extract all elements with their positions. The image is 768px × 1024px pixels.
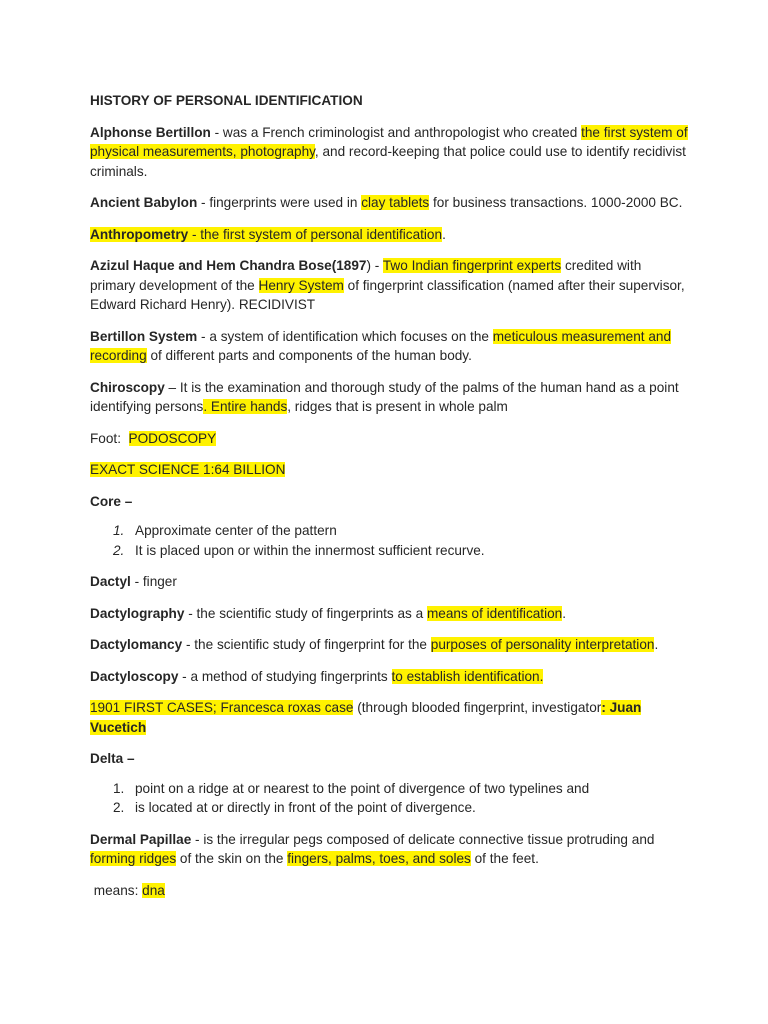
entry-dermal-papillae: Dermal Papillae - is the irregular pegs composed of delicate connective tissue protruding and forming ridges of the skin on the fingers, palms, toes, and soles of the feet. xyxy=(90,831,655,866)
highlight: Anthropometry - the first system of personal identification xyxy=(90,226,443,242)
highlight: forming ridges xyxy=(90,851,177,866)
highlight: Two Indian fingerprint experts xyxy=(382,258,562,273)
term: Dactyloscopy xyxy=(90,668,179,684)
term: Azizul Haque and Hem Chandra Bose(1897 xyxy=(90,258,367,273)
entry-ancient-babylon: Ancient Babylon - fingerprints were used in clay tablets for business transactions. 1000-2000 BC. xyxy=(90,195,683,210)
entry-dactyl: Dactyl - finger xyxy=(90,574,177,589)
term: Bertillon System xyxy=(90,328,198,344)
entry-bertillon-system: Bertillon System - a system of identification which focuses on the meticulous measurement and recording of different parts and components of the human body. xyxy=(90,328,672,363)
term: Ancient Babylon xyxy=(90,195,198,210)
highlight: fingers, palms, toes, and soles xyxy=(287,851,471,866)
highlight: clay tablets xyxy=(361,195,430,210)
entry-chiroscopy: Chiroscopy – It is the examination and thorough study of the palms of the human hand as a point identifying persons. Entire hands, ridges that is present in whole palm xyxy=(90,379,679,414)
term: Alphonse Bertillon xyxy=(90,124,211,140)
entry-foot: Foot: PODOSCOPY xyxy=(90,430,217,446)
list-item: 1. Approximate center of the pattern xyxy=(113,523,337,538)
term: Dactylomancy xyxy=(90,637,183,652)
document-page xyxy=(90,91,690,912)
entry-means: means: dna xyxy=(90,882,165,898)
highlight: meticulous measurement and recording xyxy=(90,328,672,363)
entry-dactyloscopy: Dactyloscopy - a method of studying fingerprints to establish identification. xyxy=(90,668,544,684)
highlight: the first system of physical measurements, photography xyxy=(90,124,688,159)
entry-dactylomancy: Dactylomancy - the scientific study of fingerprint for the purposes of personality interpretation. xyxy=(90,637,659,652)
highlight: dna xyxy=(142,882,165,898)
term: Core – xyxy=(90,493,133,509)
list-item: 1. point on a ridge at or nearest to the point of divergence of two typelines and xyxy=(113,780,590,796)
term: Dactyl xyxy=(90,574,131,589)
term: Anthropometry xyxy=(90,226,189,242)
entry-core xyxy=(90,492,690,512)
entry-exact-science xyxy=(90,460,690,480)
entry-alphonse-bertillon: Alphonse Bertillon - was a French criminologist and anthropologist who created the first system of physical measurements, photography, and record-keeping that police could use to identify recidivist criminals. xyxy=(90,124,688,179)
list-item: 2. It is placed upon or within the innermost sufficient recurve. xyxy=(113,542,485,558)
highlight: to establish identification. xyxy=(391,668,544,684)
entry-anthropometry: Anthropometry - the first system of personal identification. xyxy=(90,226,446,242)
highlight: means of identification xyxy=(426,605,563,621)
highlight: : Juan Vucetich xyxy=(90,700,642,735)
core-list xyxy=(90,521,690,560)
highlight: Henry System xyxy=(258,277,344,293)
entry-azizul-haque: Azizul Haque and Hem Chandra Bose(1897) - Two Indian fingerprint experts credited with primary development of the Henry System of fingerprint classification (named after their supervisor, Edward Richard Henry). RECIDIVIST xyxy=(90,258,685,312)
entry-first-cases: 1901 FIRST CASES; Francesca roxas case (through blooded fingerprint, investigator: Juan Vucetich xyxy=(90,700,642,735)
entry-dactylography: Dactylography - the scientific study of fingerprints as a means of identification. xyxy=(90,605,567,621)
term: Dactylography xyxy=(90,605,185,621)
highlight: PODOSCOPY xyxy=(128,430,217,446)
list-item: 2. is located at or directly in front of the point of divergence. xyxy=(113,800,476,815)
highlight: EXACT SCIENCE 1:64 BILLION xyxy=(90,462,286,477)
highlight: . Entire hands xyxy=(203,399,288,414)
delta-list xyxy=(90,779,690,818)
page-title: HISTORY OF PERSONAL IDENTIFICATION xyxy=(90,93,363,108)
highlight: 1901 FIRST CASES; Francesca roxas case xyxy=(90,700,354,715)
term: Dermal Papillae xyxy=(90,831,192,847)
term: Delta – xyxy=(90,751,135,766)
term: Chiroscopy xyxy=(90,379,165,395)
highlight: purposes of personality interpretation xyxy=(430,637,655,652)
entry-delta xyxy=(90,749,690,769)
